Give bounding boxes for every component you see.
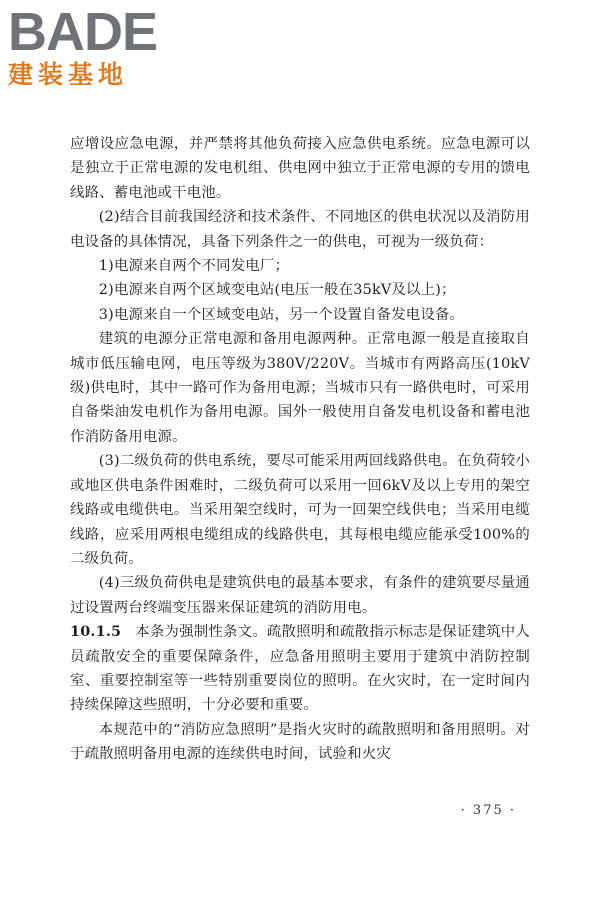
clause-text: 本条为强制性条文。疏散照明和疏散指示标志是保证建筑中人员疏散安全的重要保障条件，应急备用照明主要用于建筑中消防控制室、重要控制室等一些特别重要岗位的照明。在火灾时，在一定时间内持续保障这些照明，十分必要和重要。 [70,624,530,714]
list-item-1: 1)电源来自两个不同发电厂； [98,258,290,275]
list-item-3: 3)电源来自一个区域变电站，另一个设置自备发电设备。 [98,306,465,323]
paragraph-power-types: 建筑的电源分正常电源和备用电源两种。正常电源一般是直接取自城市低压输电网，电压等级为380V/220V。当城市有两路高压(10kV级)供电时，其中一路可作为备用电源；当城市只有一路供电时，可采用自备柴油发电机作为备用电源。国外一般使用自备发电机设备和蓄电池作消防备用电源。 [70,331,530,445]
page-number: · 375 · [460,803,516,818]
clause-paragraph [70,620,530,718]
paragraph-closing: 本规范中的“消防应急照明”是指火灾时的疏散照明和备用照明。对于疏散照明备用电源的连续供电时间，试验和火灾 [70,721,530,763]
paragraph-item-3: (3)二级负荷的供电系统，要尽可能采用两回线路供电。在负荷较小或地区供电条件困难时，二级负荷可以采用一回6kV及以上专用的架空线路或电缆供电。当采用架空线时，可为一回架空线供电；当采用电缆线路，应采用两根电缆组成的线路供电，其每根电缆应能承受100%的二级负荷。 [70,453,530,567]
logo-subtitle: 建装基地 [8,60,129,89]
paragraph-item-2: (2)结合目前我国经济和技术条件、不同地区的供电状况以及消防用电设备的具体情况，具备下列条件之一的供电，可视为一级负荷： [70,209,530,250]
document-body [70,132,530,767]
bade-logo [8,4,178,90]
list-item-2: 2)电源来自两个区域变电站(电压一般在35kV及以上)； [98,282,456,299]
logo-brand: BADE [8,2,158,62]
paragraph-item-4: (4)三级负荷供电是建筑供电的最基本要求，有条件的建筑要尽量通过设置两台终端变压器来保证建筑的消防用电。 [70,575,530,616]
clause-number: 10.1.5 [70,623,122,641]
paragraph-emergency-power: 应增设应急电源，并严禁将其他负荷接入应急供电系统。应急电源可以是独立于正常电源的发电机组、供电网中独立于正常电源的专用的馈电线路、蓄电池或干电池。 [70,136,530,201]
